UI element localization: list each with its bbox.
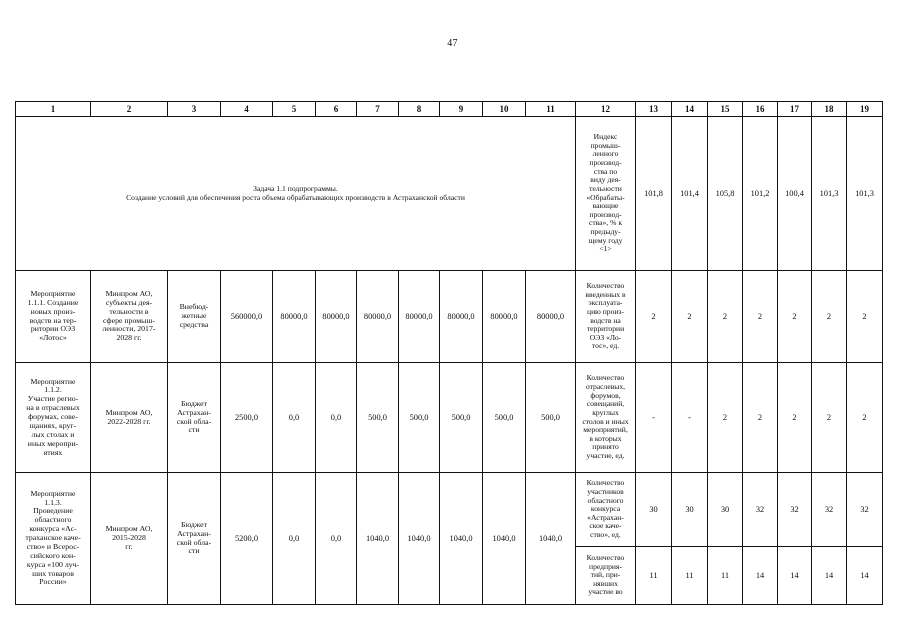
target-value: 100,4 [778, 117, 812, 271]
amount-value: 500,0 [483, 363, 526, 473]
event-row [16, 271, 883, 363]
executor-cell: Минпром АО, 2015-2028 гг. [91, 473, 168, 605]
target-value: 14 [743, 547, 778, 605]
amount-value: 80000,0 [440, 271, 483, 363]
target-value: 105,8 [708, 117, 743, 271]
col-number: 16 [743, 102, 778, 117]
task-title: Задача 1.1 подпрограммы. [253, 183, 338, 193]
amount-value: 1040,0 [357, 473, 399, 605]
target-value: 2 [847, 363, 883, 473]
target-value: 14 [778, 547, 812, 605]
col-number: 7 [357, 102, 399, 117]
funding-source: Бюджет Астрахан- ской обла- сти [168, 473, 221, 605]
target-value: 101,4 [672, 117, 708, 271]
col-number: 12 [576, 102, 636, 117]
amount-value: 0,0 [273, 473, 316, 605]
target-value: 2 [778, 363, 812, 473]
amount-value: 80000,0 [316, 271, 357, 363]
task-row [16, 117, 883, 271]
indicator-cell: Индекс промыш- ленного производ- ства по виду дея- тельности «Обрабаты- вающие производ- ства», % к предыду- щему году <1> [576, 117, 636, 271]
col-number: 9 [440, 102, 483, 117]
task-description: Создание условий для обеспечения роста объема обрабатывающих производств в Астраханской области [126, 192, 465, 202]
amount-value: 1040,0 [440, 473, 483, 605]
event-name: Мероприятие 1.1.1. Создание новых произ- водств на тер- ритории ОЭЗ «Лотос» [16, 271, 91, 363]
target-value: 30 [708, 473, 743, 547]
col-number: 13 [636, 102, 672, 117]
page-number: 47 [447, 38, 458, 49]
target-value: 2 [743, 271, 778, 363]
task-title-cell [16, 117, 576, 271]
amount-value: 2500,0 [221, 363, 273, 473]
target-value: 32 [847, 473, 883, 547]
amount-value: 5200,0 [221, 473, 273, 605]
col-number: 18 [812, 102, 847, 117]
target-value: 101,3 [847, 117, 883, 271]
executor-cell: Минпром АО, 2022-2028 гг. [91, 363, 168, 473]
col-number: 11 [526, 102, 576, 117]
col-number: 5 [273, 102, 316, 117]
amount-value: 0,0 [316, 473, 357, 605]
target-value: 2 [672, 271, 708, 363]
amount-value: 560000,0 [221, 271, 273, 363]
amount-value: 1040,0 [526, 473, 576, 605]
col-number: 8 [399, 102, 440, 117]
target-value: 2 [778, 271, 812, 363]
target-value: 11 [708, 547, 743, 605]
target-value: 14 [812, 547, 847, 605]
col-number: 17 [778, 102, 812, 117]
target-value: 101,2 [743, 117, 778, 271]
amount-value: 500,0 [399, 363, 440, 473]
amount-value: 500,0 [440, 363, 483, 473]
executor-cell: Минпром АО, субъекты дея- тельности в сфере промыш- ленности, 2017- 2028 гг. [91, 271, 168, 363]
col-number: 4 [221, 102, 273, 117]
target-value: 101,3 [812, 117, 847, 271]
amount-value: 80000,0 [357, 271, 399, 363]
amount-value: 80000,0 [526, 271, 576, 363]
funding-source: Внебюд- жетные средства [168, 271, 221, 363]
target-value: 32 [812, 473, 847, 547]
target-value: 30 [636, 473, 672, 547]
target-value: 14 [847, 547, 883, 605]
amount-value: 0,0 [316, 363, 357, 473]
target-value: 2 [812, 271, 847, 363]
col-number: 3 [168, 102, 221, 117]
target-value: 2 [708, 363, 743, 473]
event-row [16, 363, 883, 473]
target-value: - [672, 363, 708, 473]
target-value: 2 [743, 363, 778, 473]
target-value: 2 [708, 271, 743, 363]
col-number: 2 [91, 102, 168, 117]
target-value: 11 [672, 547, 708, 605]
indicator-cell: Количество предприя- тий, при- нявших участие во [576, 547, 636, 605]
col-number: 14 [672, 102, 708, 117]
target-value: - [636, 363, 672, 473]
target-value: 2 [636, 271, 672, 363]
amount-value: 1040,0 [483, 473, 526, 605]
target-value: 101,8 [636, 117, 672, 271]
col-number: 15 [708, 102, 743, 117]
indicator-cell: Количество введенных в эксплуата- цию произ- водств на территории ОЭЗ «Ло- тос», ед. [576, 271, 636, 363]
col-number: 19 [847, 102, 883, 117]
target-value: 30 [672, 473, 708, 547]
col-number: 10 [483, 102, 526, 117]
amount-value: 80000,0 [399, 271, 440, 363]
column-numbers-row [16, 102, 883, 117]
col-number: 6 [316, 102, 357, 117]
target-value: 11 [636, 547, 672, 605]
program-table [15, 101, 883, 605]
amount-value: 500,0 [526, 363, 576, 473]
target-value: 32 [778, 473, 812, 547]
indicator-cell: Количество участников областного конкурса «Астрахан- ское каче- ство», ед. [576, 473, 636, 547]
amount-value: 500,0 [357, 363, 399, 473]
amount-value: 80000,0 [483, 271, 526, 363]
target-value: 2 [847, 271, 883, 363]
target-value: 32 [743, 473, 778, 547]
amount-value: 0,0 [273, 363, 316, 473]
amount-value: 80000,0 [273, 271, 316, 363]
indicator-cell: Количество отраслевых, форумов, совещаний, круглых столов и иных мероприятий, в которых принято участие, ед. [576, 363, 636, 473]
event-name: Мероприятие 1.1.2. Участие регио- на в отраслевых форумах, сове- щаниях, круг- лых столах и иных меропри- ятиях [16, 363, 91, 473]
col-number: 1 [16, 102, 91, 117]
amount-value: 1040,0 [399, 473, 440, 605]
funding-source: Бюджет Астрахан- ской обла- сти [168, 363, 221, 473]
event-row [16, 473, 883, 547]
event-name: Мероприятие 1.1.3. Проведение областного конкурса «Ас- траханское каче- ство» и Всерос- сийского кон- курса «100 луч- ших товаров России» [16, 473, 91, 605]
target-value: 2 [812, 363, 847, 473]
